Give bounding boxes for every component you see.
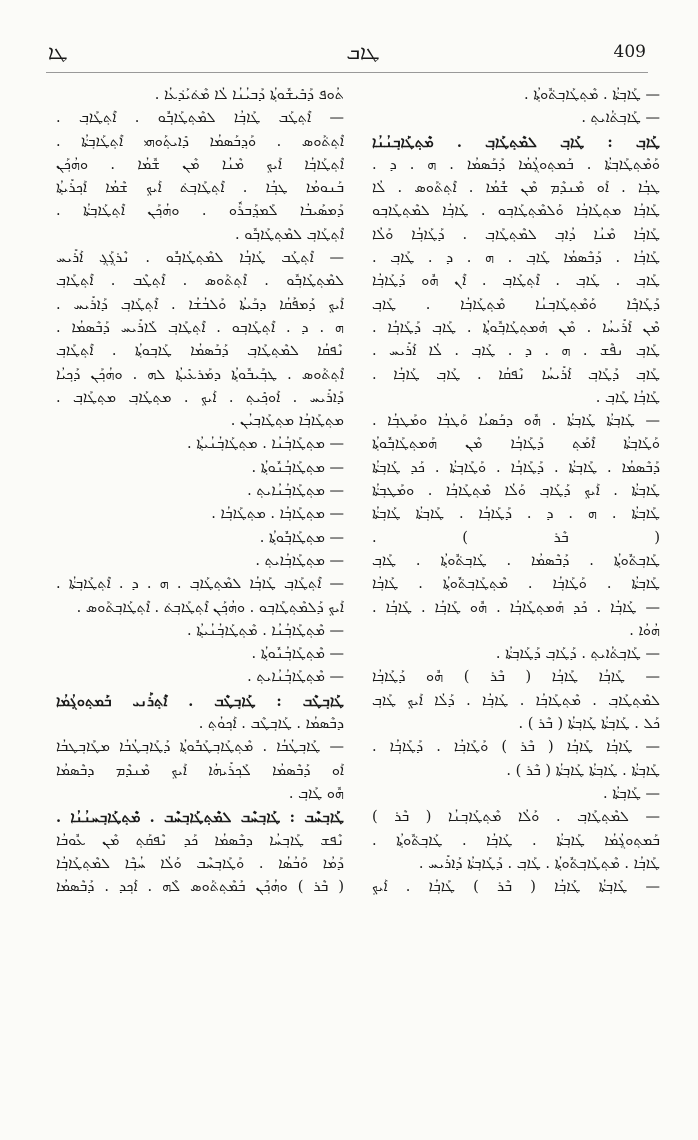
text-line: ܢܶܦܫ ܛܰܐܒ݂ܚܳܐ ܕܒܶܣܡܳܐ ܟܰܕ ܢܶܦܩܰܬ݂ ܡܶܢ ܥܽܘܒܳܐ — [56, 832, 344, 849]
text-line: ܒܰܢܘܡܳܐ ܛܒ݂ܳܐ . ܐܶܬ݂ܛܰܐܒ݂ܬ݁ ܐܰܝܟ݂ ܫܶܡܳܐ ܐܰܟ݂ܪܺܝܬ݂ܳܐ — [56, 180, 344, 197]
header-center-word: ܛܐܒ — [346, 40, 380, 64]
header-rule — [46, 72, 648, 73]
text-line: ܐܰܝܟ݂ ܕܰܠܡܶܬ݂ܛܰܐܒ݂ܘ . ܘܗܳܟ݂ܰܢ ܐܶܬ݂ܛܰܐܒ݂ܬ݁ . ܐܶܬ݂ܛܰܐܒ݂ܬ݁ܰܘܣ . — [76, 599, 344, 616]
page-number: 409 — [613, 42, 646, 62]
right-column — [372, 84, 660, 899]
text-line: ܕܰܛܰܐܒ݂ܶܐ ܘܰܡܶܬ݂ܛܰܐܒ݂ܢܳܐ ܡܶܬ݂ܛܰܐܒ݂ܳܐ . ܛܰܐܒ݂ — [372, 296, 660, 313]
text-line: — ܛܰܐܒ݂ܬ݁ܳܐܝܬ݂ . — [581, 110, 660, 127]
text-line: ܕܰܡܳܐ ܘܰܒܳܣܳܐ . ܘܰܛܰܐܒ݂ܚܶܒ ܘܰܠܳܐ ܚܳܒ݂ܶܐ ܠܡܶܬ݂ܛܰܐܒ݂ܳܐ — [56, 855, 344, 872]
text-line: ܛܰܐܒ݂ܬ݁ܳܐ . ܗ . ܕ . ܕܰܛܰܐܒ݂ܳܐ . ܛܰܐܒ݂ܬ݁ܳܐ ܛܰܐܒ݂ܬ݁ܳܐ — [372, 506, 660, 523]
text-line: ܕܒܶܣܡܳܐ . ܛܰܐܒ݂ܛܶܒ . ܐܰܟ݂ܘܳܬ݂ . — [198, 716, 344, 733]
text-line: ܡܶܢ ܐܰܪܺܝܚܳܐ . ܡܶܢ ܗܰܡܬ݂ܛܰܐܒ݂ܽܘܬ݂ܳܐ . ܛܰܐܒ݂ ܕܰܛܰܐܒ݂ܳܐ . — [372, 319, 660, 336]
text-line: — ܛܰܐܒ݂ܬ݁ܳܐܝܬ݂ . ܕܰܛܰܐܒ݂ ܕܰܛܰܐܒ݂ܬ݁ܳܐ . — [495, 646, 660, 663]
text-line: — ܡܬ݂ܛܰܐܒ݂ܳܢܳܐܝܬ݂ . — [247, 483, 344, 500]
text-line: — ܡܬ݂ܛܰܐܒ݂ܳܢܽܘܬ݂ܳܐ . — [251, 459, 344, 476]
text-line: — ܡܶܬ݂ܛܰܐܒ݂ܳܢܽܘܬ݂ܳܐ . — [251, 646, 344, 663]
text-line: ܐܶܬ݂ܛܰܐܒ݂ܳܐ ܐܰܝܟ݂ ܡܶܢܳܐ ܡܶܢ ܫܽܡܳܐ . ܘܗܳܟ݂ܰܢ — [56, 156, 344, 173]
text-line: ( ܒܶܪ ) ܘܗܳܟ݂ܰܢ ܒܰܡܶܬ݂ܬ݁ܰܘܣ ܠܶܗ . ܐܰܟ݂ܕ . ܕܰܒܶܣܡܳܐ — [56, 879, 344, 896]
text-line: ܬܳܘܦ ܕܰܒܺܝܫܽܘܬ݂ܳܐ ܕܰܒܝܳܢܳܐ ܠܳܐ ܡܶܬ݁ܝܰܕ݁ܥܳܐ . — [154, 87, 344, 103]
text-line: ܛܰܐܒ݂ . ܛܰܐܒ݂ . ܐܶܬ݂ܛܰܐܒ݂ . ܐܶܢ ܗܽܘ ܕܰܛܰܐܒ݂ܳܐ — [372, 273, 660, 290]
text-line: — ܡܬ݂ܛܰܐܒ݂ܽܘܬ݂ܳܐ . — [259, 529, 344, 546]
text-line: ܛܰܐܒ݂ܛܶܒ : ܛܰܐܒ݂ܛܶܒ . ܐܶܬ݂ܪܰܢܝ ܒܰܡܬ݂ܘܓ݂ܳܡܳܐ — [56, 692, 344, 710]
text-line: ܛܰܐܒ݂ ܢܦܶܫ . ܗ . ܕ . ܛܰܐܒ݂ . ܠܳܐ ܐܰܪܺܝܚ . — [372, 343, 660, 360]
text-line: ܢܶܦܩܳܐ ܠܡܶܬ݂ܛܰܐܒ݂ ܕܰܒܰܣܡܳܐ ܛܰܐܒ݂ܘܬ݂ܳܐ . ܐܶܬ݂ܛܰܐܒ݂ — [56, 343, 344, 360]
text-line: ܐܶܬ݂ܬ݁ܰܘܣ . ܛܒ݂ܰܝܒܽܘܬ݂ܳܐ ܕܡܰܪܥܺܝܬ݂ܳܐ ܠܗ . ܘܗܳܟ݂ܰܢ ܕܰܟ݂ܝܳܐ — [56, 366, 344, 383]
text-line: ܕܰܐܪܺܝܚ . ܐܰܘܟ݂ܺܝܬ݂ . ܐܰܝܟ݂ . ܡܬ݂ܛܰܐܒ݂ ܡܬ݂ܛܰܐܒ݂ . — [56, 389, 344, 406]
text-line: ܐܶܬ݂ܬ݁ܰܘܣ . ܘܰܕ݂ܒܰܣܡܳܐ ܕܺܐܝܬ݂ܰܘܗܝ ܐܶܬ݂ܛܰܐܒ݂ܬ݁ܳܐ . — [56, 133, 344, 150]
text-line: ܗܽܘ ܛܰܐܒ݂ . — [288, 785, 344, 802]
text-line: ܐܶܬ݂ܛܰܐܒ݂ ܠܡܶܬ݂ܛܰܐܒ݂ܽܘ . — [234, 226, 344, 243]
text-line: ܐܰܝܟ݂ ܕܰܡܦܰܩܳܐ ܕܒܰܝܬܳܐ ܘܰܠܒܳܫܳܐ . ܐܶܬ݂ܛܰܐܒ݂ ܕܰܐܪܺܝܚ . — [56, 296, 344, 313]
text-line: ܠܡܶܬ݂ܛܰܐܒ݂ . ܡܶܬ݂ܛܰܐܒ݂ܳܐ . ܛܰܐܒ݂ܳܐ . ܕܰܠܳܐ ܐܰܝܟ݂ ܛܰܐܒ݂ — [372, 692, 660, 709]
text-line: — ܐܶܬ݂ܛܰܒ ܛܰܐܒ݂ܳܐ ܠܡܶܬ݂ܛܰܐܒ݂ܽܘ . ܢܶܪܓ݂ܰܓ݂ ܐܰܪܺܝܚ — [56, 250, 344, 267]
text-line: ܡܬ݂ܛܰܐܒ݂ܳܐ ܡܬ݂ܛܰܐܒ݂ܝܳܢ . — [230, 413, 344, 430]
text-line: ܘܰܡܶܬ݂ܛܰܐܒ݂ܬ݁ܳܐ . ܒܰܡܬ݂ܘܓ݂ܳܡܳܐ ܕܰܒܰܣܡܳܐ . ܗ . ܕ . — [372, 156, 660, 173]
text-line: — ܛܰܐܒ݂ܳܐ . ܟܰܕ ܗܰܡܬ݂ܛܰܐܒ݂ܳܐ . ܗܽܘ ܛܰܐܒ݂ܳܐ . ܛܰܐܒ݂ܳܐ . — [372, 599, 660, 616]
text-line: ( ܒܶܪ ) . — [372, 529, 660, 546]
text-line: — ܡܬ݂ܛܰܐܒ݂ܳܐ . ܡܬ݂ܛܰܐܒ݂ܳܐ . — [211, 506, 344, 523]
text-line: ܕܰܒܶܣܡܳܐ . ܛܰܐܒ݂ܬ݁ܳܐ . ܕܰܛܰܐܒ݂ܳܐ . ܘܰܛܰܐܒ݂ܬ݁ܳܐ . ܟܰܕ ܛܰܐܒ݂ܬ݁ܳܐ — [372, 459, 660, 476]
text-line: ܠܡܶܬ݂ܛܰܐܒ݂ܽܘ . ܐܶܬ݂ܬ݁ܰܘܣ . ܐܶܬ݂ܛܶܒ . ܐܶܬ݂ܛܰܐܒ݂ — [56, 273, 344, 290]
text-line: ܛܰܐܒ݂ܳܐ ܡܬ݂ܛܰܐܒ݂ܳܐ ܘܰܠܡܶܬ݂ܛܰܐܒ݂ܘ . ܛܰܐܒ݂ܳܐ ܠܡܶܬ݂ܛܰܐܒ݂ܘ — [372, 203, 660, 220]
text-line: ܛܰܐܒ݂ ܕܰܛܰܐܒ݂ ܐܰܪܺܝܚܳܐ ܢܶܦܩܳܐ . ܛܰܐܒ݂ ܛܰܐܒ݂ܳܐ . — [372, 366, 660, 383]
text-line: — ܛܰܐܒ݂ܳܐ ܛܰܐܒ݂ܳܐ ( ܒܶܪ ) ܗܽܘ ܕܰܛܰܐܒ݂ܳܐ — [372, 669, 660, 686]
text-line: ܛܰܐܒ݂ܳܐ . ܡܶܬ݂ܛܰܐܒ݂ܬ݁ܽܘܬ݂ܳܐ . ܛܰܐܒ݂ . ܕܰܛܰܐܒ݂ܬ݁ܳܐ ܕܰܐܪܺܝܚ . — [418, 855, 660, 872]
text-line: ܛܰܐܒ݂ܚܶܒ : ܛܰܐܒ݂ܚܶܒ ܠܡܶܬ݂ܛܰܐܒ݂ܚܶܒ . ܡܶܬ݂ܛܰܐܒ݂ܚܢܳܢܳܐ . — [56, 809, 344, 827]
text-line: — ܛܰܐܒ݂ܛܳܒܳܐ . ܡܶܬ݂ܛܰܐܒ݂ܛܰܒܽܘܬ݂ܳܐ ܕܰܛܰܐܒ݂ܛܳܒܳܐ ܡܛܰܐܒ݂ܛܒܳܐ — [56, 739, 344, 756]
text-line: ܗܳܘܳܐ . — [629, 622, 660, 639]
text-line: ܕܰܡܣܰܝܒܳܐ ܠܰܡܕ݂ܰܒܪܽܘ . ܘܗܳܟ݂ܰܢ ܐܶܬ݂ܛܰܐܒ݂ܬ݁ܳܐ . — [56, 203, 344, 220]
text-line: ܟܰܠ . ܛܰܐܒ݂ܬ݁ܳܐ ܛܰܐܒ݂ܬ݁ܳܐ ( ܒܶܪ ) . — [518, 716, 660, 733]
running-header — [48, 40, 646, 70]
text-line: ܛܰܐܒ݂ : ܛܰܐܒ݂ ܠܡܶܬ݂ܛܰܐܒ݂ . ܡܶܬ݂ܛܰܐܒ݂ܢܳܢܳܐ — [372, 133, 660, 151]
text-line: ܛܰܐܒ݂ܬ݁ܳܐ . ܘܰܛܰܐܒ݂ܳܐ . ܡܶܬ݂ܛܰܐܒ݂ܬ݁ܽܘܬ݂ܳܐ . ܛܰܐܒ݂ܳܐ — [372, 576, 660, 593]
text-line: ܛܰܐܒ݂ܬ݁ܳܐ . ܐܰܝܟ݂ ܕܰܛܰܐܒ݂ ܘܰܠܳܐ ܡܶܬ݂ܛܰܐܒ݂ܳܐ . ܘܡܰܛܒ݂ܬ݁ܳܐ — [372, 483, 660, 500]
text-line: ܒܰܡܬ݂ܘܓ݂ܳܡܳܐ ܛܰܐܒ݂ܬ݁ܳܐ . ܛܰܐܒ݂ܳܐ . ܛܰܐܒ݂ܬ݁ܽܘܬ݂ܳܐ . — [372, 832, 660, 849]
text-line: ܐܰܘ ܕܰܒܶܣܡܳܐ ܠܰܟ݂ܪܺܝܗܳܐ ܐܰܝܟ݂ ܡܶܢܕܶܡ ܕܒܶܣܡܳܐ — [56, 762, 344, 779]
text-line: — ܡܬ݂ܛܰܐܒ݂ܳܐܝܬ݂ . — [255, 552, 344, 569]
left-column — [56, 84, 344, 899]
text-line: ܛܰܐܒ݂ܳܐ ܡܶܢܳܐ ܕܳܐܒ݂ ܠܡܶܬ݂ܛܰܐܒ݂ . ܕܰܛܰܐܒ݂ܳܐ ܘܰܠܳܐ — [372, 226, 660, 243]
text-line: — ܐܶܬ݂ܛܰܐܒ݂ ܛܰܐܒ݂ܳܐ ܠܡܶܬ݂ܛܰܐܒ݂ . ܗ . ܕ . ܐܶܬ݂ܛܰܐܒ݂ܬ݁ܳܐ . — [56, 576, 344, 593]
text-line: — ܡܬ݂ܛܰܐܒ݂ܳܢܳܐ . ܡܬ݂ܛܰܐܒ݂ܳܢܳܝܬ݂ܳܐ . — [187, 436, 344, 453]
text-line: — ܡܶܬ݂ܛܰܐܒ݂ܳܢܳܐ . ܡܶܬ݂ܛܰܐܒ݂ܳܢܳܝܬ݂ܳܐ . — [187, 622, 344, 639]
text-line: ܘܰܛܰܐܒ݂ܬ݁ܳܐ ܐܶܡܰܬ݂ ܕܰܛܰܐܒ݂ܳܐ ܡܶܢ ܗܰܡܬ݂ܛܰܐܒ݂ܽܘܬ݂ܳܐ — [372, 436, 660, 453]
text-line: — ܛܰܐܒ݂ܬ݁ܳܐ . — [603, 785, 660, 802]
text-line: ܛܰܐܒ݂ܬ݁ܳܐ . ܛܰܐܒ݂ܬ݁ܳܐ ܛܰܐܒ݂ܬ݁ܳܐ ( ܒܶܪ ) . — [506, 762, 660, 779]
text-line: — ܛܰܐܒ݂ܬ݁ܳܐ . ܡܶܬ݂ܛܰܐܒ݂ܬ݁ܽܘܬ݂ܳܐ . — [524, 87, 660, 103]
text-line: ܛܰܐܒ݂ܳܐ ܛܰܐܒ݂ . — [595, 389, 660, 406]
text-line: ܗ . ܕ . ܐܶܬ݂ܛܰܐܒ݂ܘ . ܐܶܬ݂ܛܰܐܒ݂ ܠܰܐܪܺܝܚ ܕܰܒܶܣܡܳܐ . — [56, 319, 344, 336]
text-line: — ܛܰܐܒ݂ܳܐ ܛܰܐܒ݂ܳܐ ( ܒܶܪ ) ܘܰܛܰܐܒ݂ܳܐ . ܕܰܛܰܐܒ݂ܳܐ . — [372, 739, 660, 756]
text-line: ܛܰܐܒ݂ܬ݁ܽܘܬ݂ܳܐ . ܕܰܒܶܣܡܳܐ . ܛܰܐܒ݂ܬ݁ܽܘܬ݂ܳܐ . ܛܰܐܒ݂ — [372, 552, 660, 569]
text-line: — ܛܰܐܒ݂ܬ݁ܳܐ ܛܰܐܒ݂ܬ݁ܳܐ . ܗܽܘ ܕܒܰܣܝܳܐ ܘܰܛܒ݂ܳܐ ܘܡܰܛܒ݂ܳܐ . — [372, 413, 660, 430]
text-line: — ܠܡܶܬ݂ܛܰܐܒ݂ . ܘܰܠܳܐ ܡܶܬ݂ܛܰܐܒ݂ܢܳܐ ( ܒܶܪ ) — [372, 809, 660, 826]
text-line: — ܡܶܬ݂ܛܰܐܒ݂ܳܢܳܐܝܬ݂ . — [247, 669, 344, 686]
header-left-word: ܛܐ — [48, 40, 68, 64]
text-line: ܛܒ݂ܳܐ . ܐܰܘ ܡܶܢܕܶܡ ܡܶܢ ܫܽܡܳܐ . ܐܶܬ݂ܬ݁ܰܘܣ . ܠܳܐ — [372, 180, 660, 197]
text-line: — ܐܶܬ݂ܛܰܒ ܛܰܐܒ݂ܳܐ ܠܡܶܬ݂ܛܰܐܒ݂ܽܘ . ܐܶܬ݂ܛܰܐܒ݂ . — [56, 110, 344, 127]
text-line: ܛܰܐܒ݂ܳܐ . ܕܰܒܶܣܡܳܐ ܛܰܐܒ݂ . ܗ . ܕ . ܛܰܐܒ݂ . — [372, 250, 660, 267]
text-line: — ܛܰܐܒ݂ܬ݁ܳܐ ܛܰܐܒ݂ܳܐ ( ܒܶܪ ) ܛܰܐܒ݂ܳܐ . ܐܰܝܟ݂ — [372, 879, 660, 896]
